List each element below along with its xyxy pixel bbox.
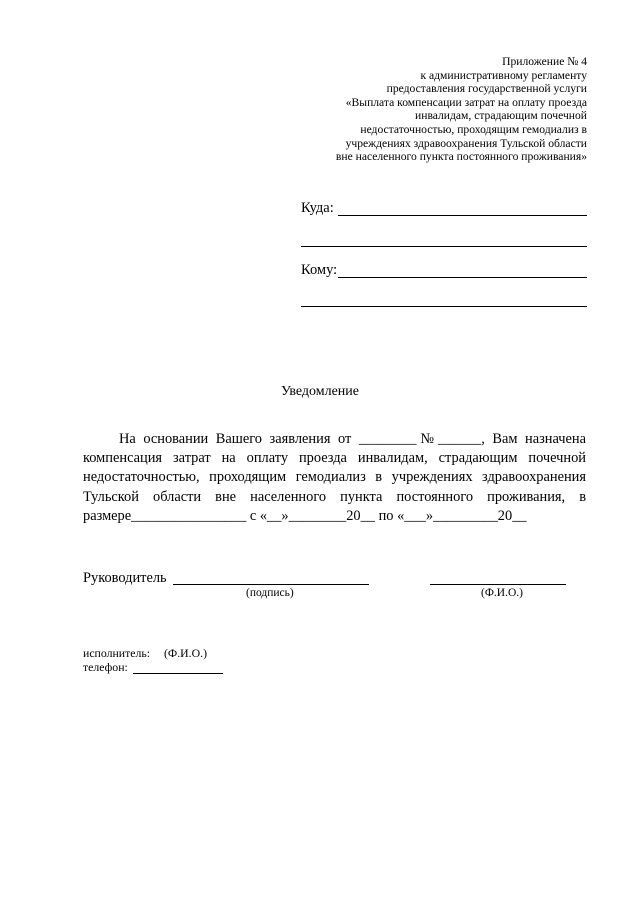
- appendix-line: Приложение № 4: [502, 55, 587, 68]
- to-whom-field-line[interactable]: [338, 277, 587, 278]
- to-where-field-line[interactable]: [338, 215, 587, 216]
- head-label: Руководитель: [83, 570, 167, 586]
- name-field-line[interactable]: [430, 584, 566, 585]
- appendix-header: [336, 55, 587, 164]
- to-whom-label: Кому:: [301, 262, 338, 278]
- signature-field-line[interactable]: [173, 584, 369, 585]
- document-title: Уведомление: [280, 384, 359, 399]
- appendix-line: недостаточностью, проходящим гемодиализ в: [360, 122, 587, 136]
- executor-label: исполнитель:: [83, 646, 151, 660]
- appendix-line: предоставления государственной услуги: [386, 82, 587, 96]
- body-line: недостаточностью, проходящим гемодиализ в учреждениях здравоохранения: [83, 469, 586, 486]
- signature-caption: (подпись): [246, 587, 294, 599]
- notification-body: [83, 430, 586, 526]
- appendix-line: учреждениях здравоохранения Тульской области: [345, 136, 587, 150]
- phone-label: телефон:: [83, 660, 128, 674]
- phone-row: [83, 661, 128, 675]
- to-where-label: Куда:: [301, 200, 334, 216]
- body-line: Тульской области вне населенного пункта постоянного проживания, в: [83, 488, 586, 505]
- to-whom-field-line-2[interactable]: [301, 306, 587, 307]
- appendix-line: вне населенного пункта постоянного проживания»: [335, 150, 587, 164]
- name-caption: (Ф.И.О.): [481, 587, 523, 599]
- executor-value: (Ф.И.О.): [163, 646, 208, 660]
- appendix-line: «Выплата компенсации затрат на оплату проезда: [345, 95, 587, 109]
- appendix-line: инвалидам, страдающим почечной: [415, 109, 587, 123]
- body-line-amount: размере________________ с «__»________20__ по «___»_________20__: [83, 507, 527, 524]
- body-line: компенсация затрат на оплату проезда инвалидам, страдающим почечной: [83, 450, 586, 467]
- executor-row: [83, 647, 207, 661]
- appendix-line: к административному регламенту: [420, 68, 587, 82]
- body-line: На основании Вашего заявления от ________№______, Вам назначена: [119, 431, 586, 447]
- phone-field-line[interactable]: [133, 673, 223, 674]
- to-where-field-line-2[interactable]: [301, 246, 587, 247]
